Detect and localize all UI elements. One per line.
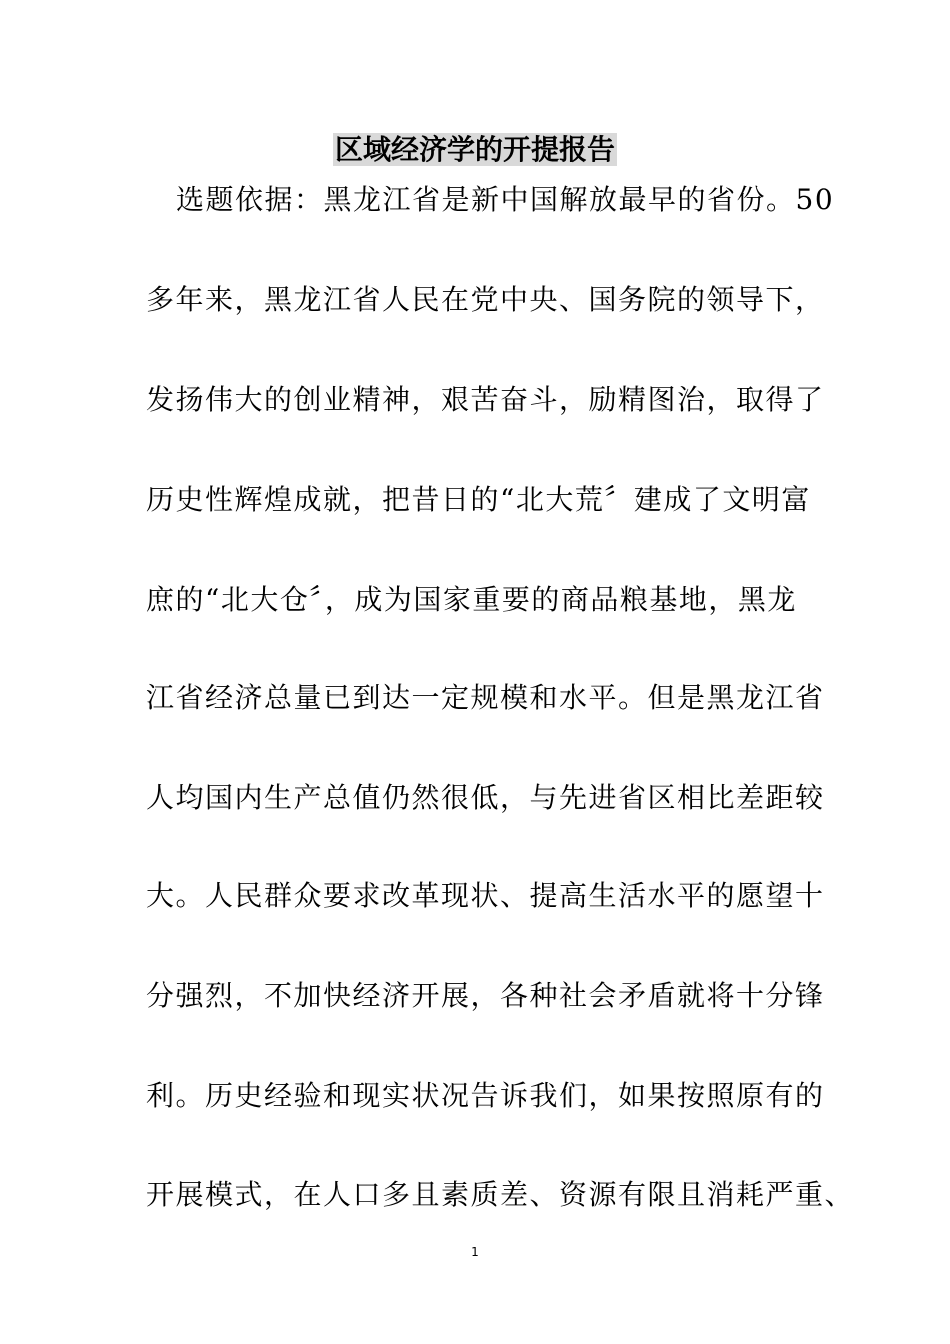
paragraph-line-2: 多年来，黑龙江省人民在党中央、国务院的领导下， [146, 283, 825, 316]
paragraph-line-5: 庶的“北大仓〞，成为国家重要的商品粮基地，黑龙 [146, 583, 797, 616]
paragraph-line-1: 选题依据：黑龙江省是新中国解放最早的省份。50 [176, 183, 835, 216]
paragraph-line-10: 利。历史经验和现实状况告诉我们，如果按照原有的 [146, 1079, 825, 1112]
paragraph-line-9: 分强烈，不加快经济开展，各种社会矛盾就将十分锋 [146, 979, 825, 1012]
paragraph-line-8: 大。人民群众要求改革现状、提高生活水平的愿望十 [146, 879, 825, 912]
paragraph-line-4: 历史性辉煌成就，把昔日的“北大荒〞建成了文明富 [146, 483, 811, 516]
page-number: 1 [471, 1245, 479, 1259]
document-title-text: 区域经济学的开提报告 [334, 133, 615, 166]
document-title [0, 130, 950, 170]
paragraph-line-11: 开展模式，在人口多且素质差、资源有限且消耗严重、 [146, 1178, 855, 1211]
paragraph-line-3: 发扬伟大的创业精神，艰苦奋斗，励精图治，取得了 [146, 383, 825, 416]
paragraph-line-6: 江省经济总量已到达一定规模和水平。但是黑龙江省 [146, 681, 825, 714]
paragraph-line-7: 人均国内生产总值仍然很低，与先进省区相比差距较 [146, 781, 825, 814]
